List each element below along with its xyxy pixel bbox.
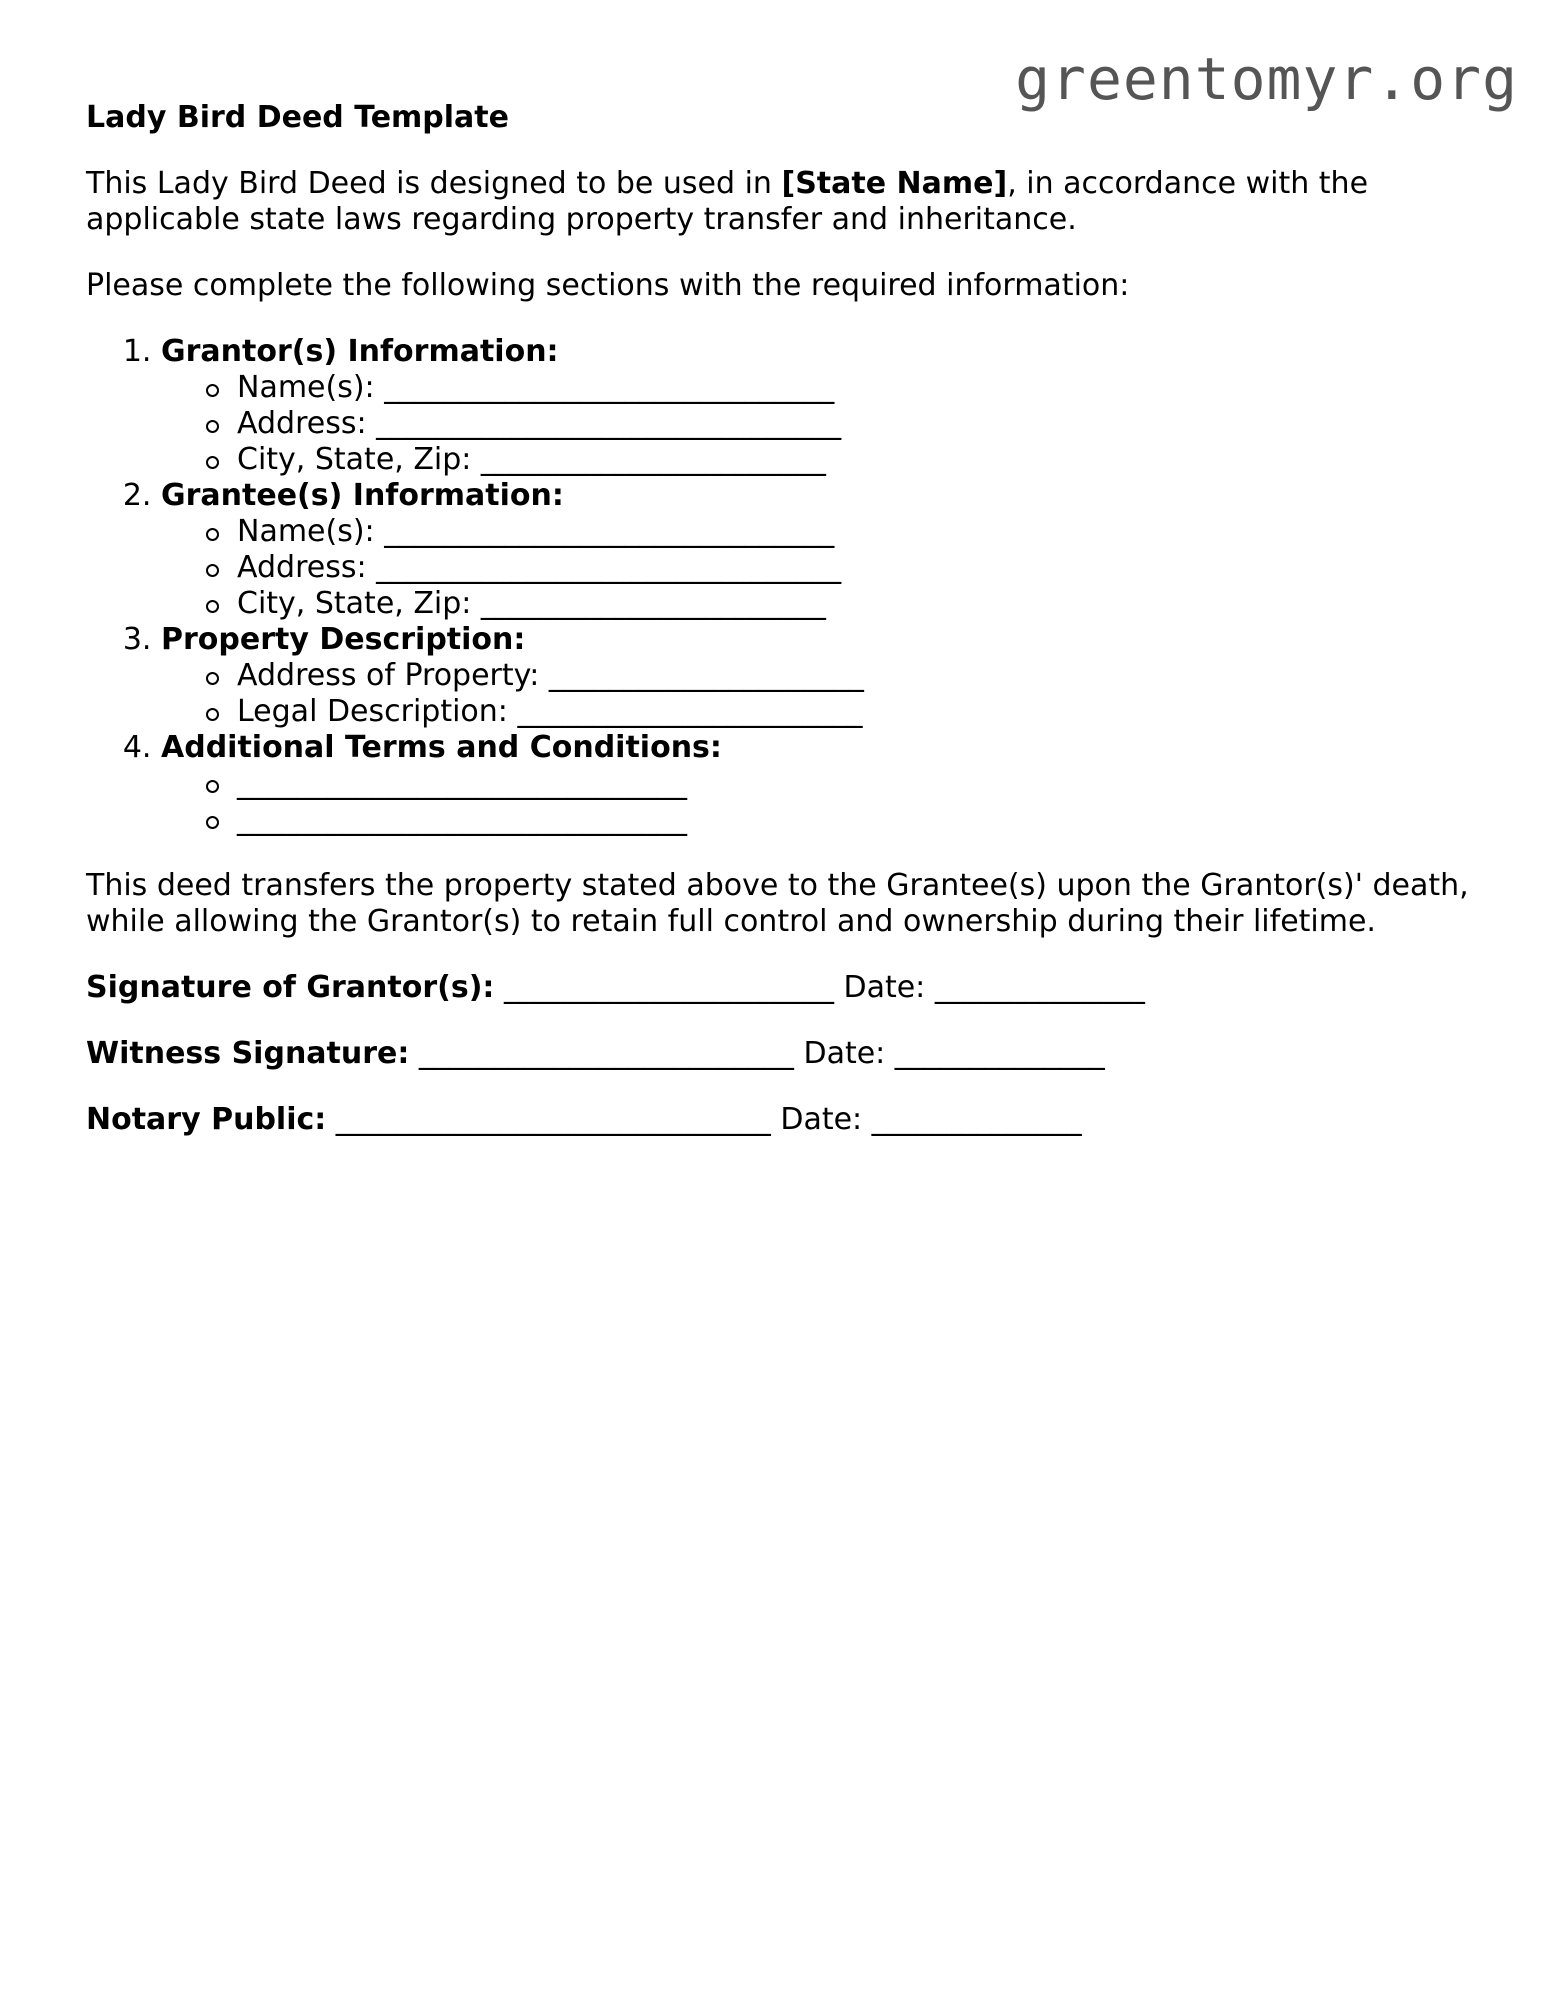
field-term-2[interactable]: ______________________________: [237, 802, 1476, 838]
sections-list: [86, 334, 1476, 838]
intro-paragraph: [86, 166, 1476, 238]
field-grantee-city-state-zip[interactable]: City, State, Zip: _______________________: [237, 586, 1476, 622]
field-list: [161, 766, 1476, 838]
document-body: [86, 100, 1476, 1168]
field-grantor-city-state-zip[interactable]: City, State, Zip: _______________________: [237, 442, 1476, 478]
intro-text-after: , in accordance with the applicable state laws regarding property transfer and inheritance.: [86, 166, 1369, 237]
section-property: [161, 622, 1476, 730]
signature-blank[interactable]: ______________________ Date: ______________: [494, 970, 1145, 1005]
signature-label: Notary Public:: [86, 1102, 327, 1137]
signature-blank[interactable]: _____________________________ Date: ______________: [326, 1102, 1082, 1137]
field-list: [161, 658, 1476, 730]
field-grantor-names[interactable]: Name(s): ______________________________: [237, 370, 1476, 406]
closing-paragraph: This deed transfers the property stated above to the Grantee(s) upon the Grantor(s)' death, while allowing the Grantor(s) to retain full control and ownership during their lifetime.: [86, 868, 1469, 939]
field-property-address[interactable]: Address of Property: _____________________: [237, 658, 1476, 694]
witness-signature-line[interactable]: [86, 1036, 1476, 1072]
field-legal-description[interactable]: Legal Description: _______________________: [237, 694, 1476, 730]
grantor-signature-line[interactable]: [86, 970, 1476, 1006]
signature-blank[interactable]: _________________________ Date: ______________: [409, 1036, 1105, 1071]
state-name-placeholder: [State Name]: [781, 166, 1008, 201]
intro-text-before: This Lady Bird Deed is designed to be used in: [86, 166, 782, 201]
section-heading: Grantee(s) Information:: [161, 478, 564, 513]
field-grantee-names[interactable]: Name(s): ______________________________: [237, 514, 1476, 550]
watermark: greentomyr.org: [1015, 45, 1518, 113]
field-list: [161, 514, 1476, 622]
section-additional-terms: [161, 730, 1476, 838]
field-grantor-address[interactable]: Address: _______________________________: [237, 406, 1476, 442]
section-heading: Property Description:: [161, 622, 526, 657]
field-grantee-address[interactable]: Address: _______________________________: [237, 550, 1476, 586]
section-heading: Grantor(s) Information:: [161, 334, 559, 369]
section-grantee: [161, 478, 1476, 622]
field-list: [161, 370, 1476, 478]
field-term-1[interactable]: ______________________________: [237, 766, 1476, 802]
document-title: Lady Bird Deed Template: [86, 100, 509, 135]
signature-label: Witness Signature:: [86, 1036, 410, 1071]
section-heading: Additional Terms and Conditions:: [161, 730, 722, 765]
signature-label: Signature of Grantor(s):: [86, 970, 495, 1005]
section-grantor: [161, 334, 1476, 478]
instruction-text: Please complete the following sections with the required information:: [86, 268, 1130, 303]
notary-signature-line[interactable]: [86, 1102, 1476, 1138]
